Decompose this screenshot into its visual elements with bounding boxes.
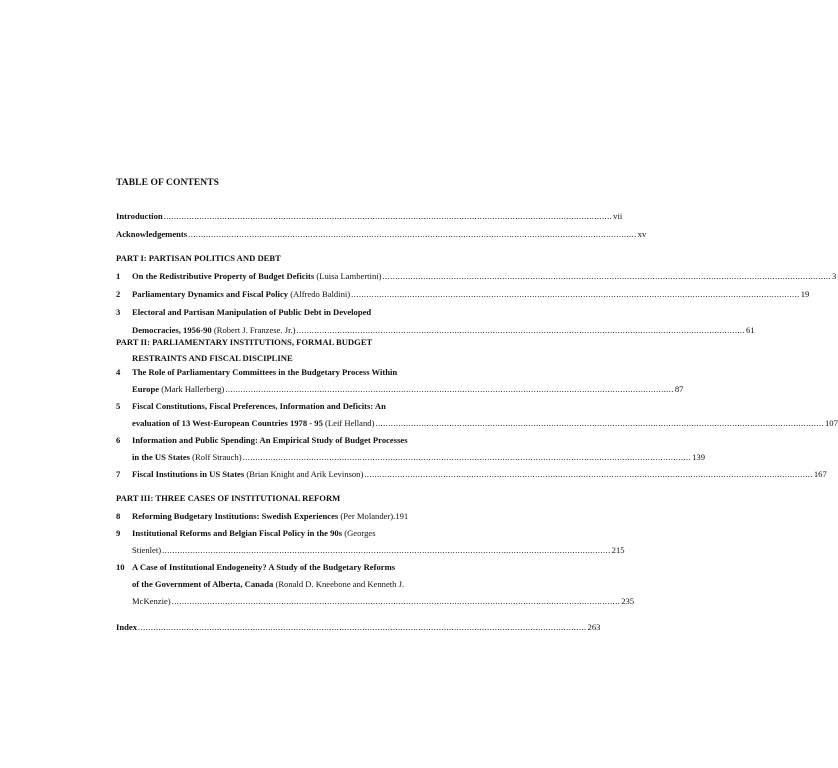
entry-page: 235 [621, 596, 635, 606]
toc-entry-chapter-9[interactable] [116, 527, 428, 539]
entry-label: Index [116, 622, 138, 632]
leader-dots: ................................................................................................................................................................................ [382, 271, 832, 281]
toc-entry-chapter-5-cont[interactable] [116, 417, 838, 429]
toc-entry-chapter-4-cont[interactable] [116, 383, 684, 395]
chapter-title: Information and Public Spending: An Empirical Study of Budget Processes [132, 435, 408, 445]
chapter-title: Institutional Reforms and Belgian Fiscal Policy in the 90s [132, 528, 343, 538]
leader-dots: ................................................................................................................................................................................ [364, 469, 813, 479]
entry-page: 139 [692, 452, 705, 462]
leader-dots: ................................................................................................................................................................................ [138, 622, 587, 632]
leader-dots: ................................................................................................................................................................................ [225, 384, 674, 394]
chapter-author: (Robert J. Franzese. Jr.) [211, 325, 296, 335]
leader-dots: ................................................................................................................................................................................ [171, 596, 621, 606]
toc-entry-chapter-9-cont[interactable] [116, 544, 625, 556]
chapter-number: 4 [116, 367, 121, 377]
chapter-number: 8 [116, 511, 121, 521]
entry-page: 19 [800, 289, 810, 299]
leader-dots: ................................................................................................................................................................................ [162, 545, 611, 555]
toc-entry-chapter-6[interactable] [116, 434, 428, 446]
toc-entry-chapter-5[interactable] [116, 400, 428, 412]
chapter-author: (Leif Helland) [322, 418, 375, 428]
toc-entry-chapter-10-cont2[interactable] [116, 595, 635, 607]
chapter-number: 7 [116, 469, 121, 479]
entry-page: 215 [611, 545, 625, 555]
chapter-title: Fiscal Institutions in US States [132, 469, 245, 479]
chapter-title: On the Redistributive Property of Budget Deficits [132, 271, 315, 281]
chapter-title: Parliamentary Dynamics and Fiscal Policy [132, 289, 289, 299]
entry-page: vii [613, 211, 623, 221]
chapter-title: in the US States [132, 452, 191, 462]
entry-page: xv [637, 229, 647, 239]
entry-page: 107 [824, 418, 838, 428]
chapter-title: A Case of Institutional Endogeneity? A Study of the Budgetary Reforms [132, 562, 396, 572]
leader-dots: ................................................................................................................................................................................ [163, 211, 613, 221]
leader-dots: ................................................................................................................................................................................ [375, 418, 824, 428]
chapter-title: The Role of Parliamentary Committees in the Budgetary Process Within [132, 367, 398, 377]
entry-page: 167 [813, 469, 827, 479]
chapter-number: 5 [116, 401, 121, 411]
toc-entry-chapter-10-cont[interactable] [116, 578, 428, 590]
toc-entry-chapter-1[interactable] [116, 270, 837, 282]
toc-entry-chapter-4[interactable] [116, 366, 428, 378]
chapter-title: Democracies, 1956-90 [132, 325, 212, 335]
toc-entry-chapter-3[interactable] [116, 306, 428, 318]
toc-entry-index[interactable] [116, 621, 601, 633]
chapter-author: (Alfredo Baldini) [288, 289, 351, 299]
chapter-author: (Per Molander). [338, 511, 396, 521]
toc-entry-chapter-3-cont[interactable] [116, 324, 755, 336]
leader-dots: ................................................................................................................................................................................ [351, 289, 800, 299]
chapter-author: (Luisa Lambertini) [314, 271, 382, 281]
part-heading-1: PART I: PARTISAN POLITICS AND DEBT [116, 253, 281, 263]
chapter-number: 3 [116, 307, 121, 317]
chapter-author: (Georges [342, 528, 376, 538]
entry-page: 263 [587, 622, 601, 632]
chapter-number: 6 [116, 435, 121, 445]
chapter-author: Stienlet) [132, 545, 162, 555]
part-heading-2-cont: RESTRAINTS AND FISCAL DISCIPLINE [132, 353, 293, 363]
entry-page: 87 [674, 384, 684, 394]
chapter-number: 9 [116, 528, 121, 538]
chapter-number: 2 [116, 289, 121, 299]
toc-entry-chapter-10[interactable] [116, 561, 428, 573]
entry-page: 3 [832, 271, 837, 281]
chapter-title: Reforming Budgetary Institutions: Swedish Experiences [132, 511, 339, 521]
chapter-author: (Rolf Strauch) [190, 452, 242, 462]
chapter-number: 1 [116, 271, 121, 281]
leader-dots: ................................................................................................................................................................................ [242, 452, 692, 462]
part-heading-3: PART III: THREE CASES OF INSTITUTIONAL REFORM [116, 493, 341, 503]
chapter-author: (Brian Knight and Arik Levinson) [244, 469, 364, 479]
toc-entry-chapter-2[interactable] [116, 288, 810, 300]
chapter-title: Europe [132, 384, 160, 394]
chapter-title: Electoral and Partisan Manipulation of Public Debt in Developed [132, 307, 372, 317]
chapter-title: Fiscal Constitutions, Fiscal Preferences, Information and Deficits: An [132, 401, 386, 411]
chapter-title: evaluation of 13 West-European Countries 1978 - 95 [132, 418, 323, 428]
chapter-author: (Mark Hallerberg) [159, 384, 225, 394]
entry-page: 61 [746, 325, 755, 335]
toc-entry-chapter-8[interactable] [116, 510, 428, 522]
toc-entry-chapter-6-cont[interactable] [116, 451, 705, 463]
toc-entry-acknowledgements[interactable] [116, 228, 647, 240]
entry-page: 191 [395, 511, 409, 521]
chapter-title: of the Government of Alberta, Canada [132, 579, 274, 589]
entry-label: Acknowledgements [116, 229, 188, 239]
entry-label: Introduction [116, 211, 163, 221]
part-heading-2: PART II: PARLIAMENTARY INSTITUTIONS, FORMAL BUDGET [116, 337, 373, 347]
chapter-number: 10 [116, 562, 125, 572]
toc-entry-chapter-7[interactable] [116, 468, 827, 480]
chapter-author: McKenzie) [132, 596, 171, 606]
toc-title: TABLE OF CONTENTS [116, 178, 220, 188]
toc-entry-introduction[interactable] [116, 210, 623, 222]
leader-dots: ................................................................................................................................................................................ [188, 229, 637, 239]
chapter-author: (Ronald D. Kneebone and Kenneth J. [273, 579, 405, 589]
leader-dots: ................................................................................................................................................................................ [296, 325, 746, 335]
